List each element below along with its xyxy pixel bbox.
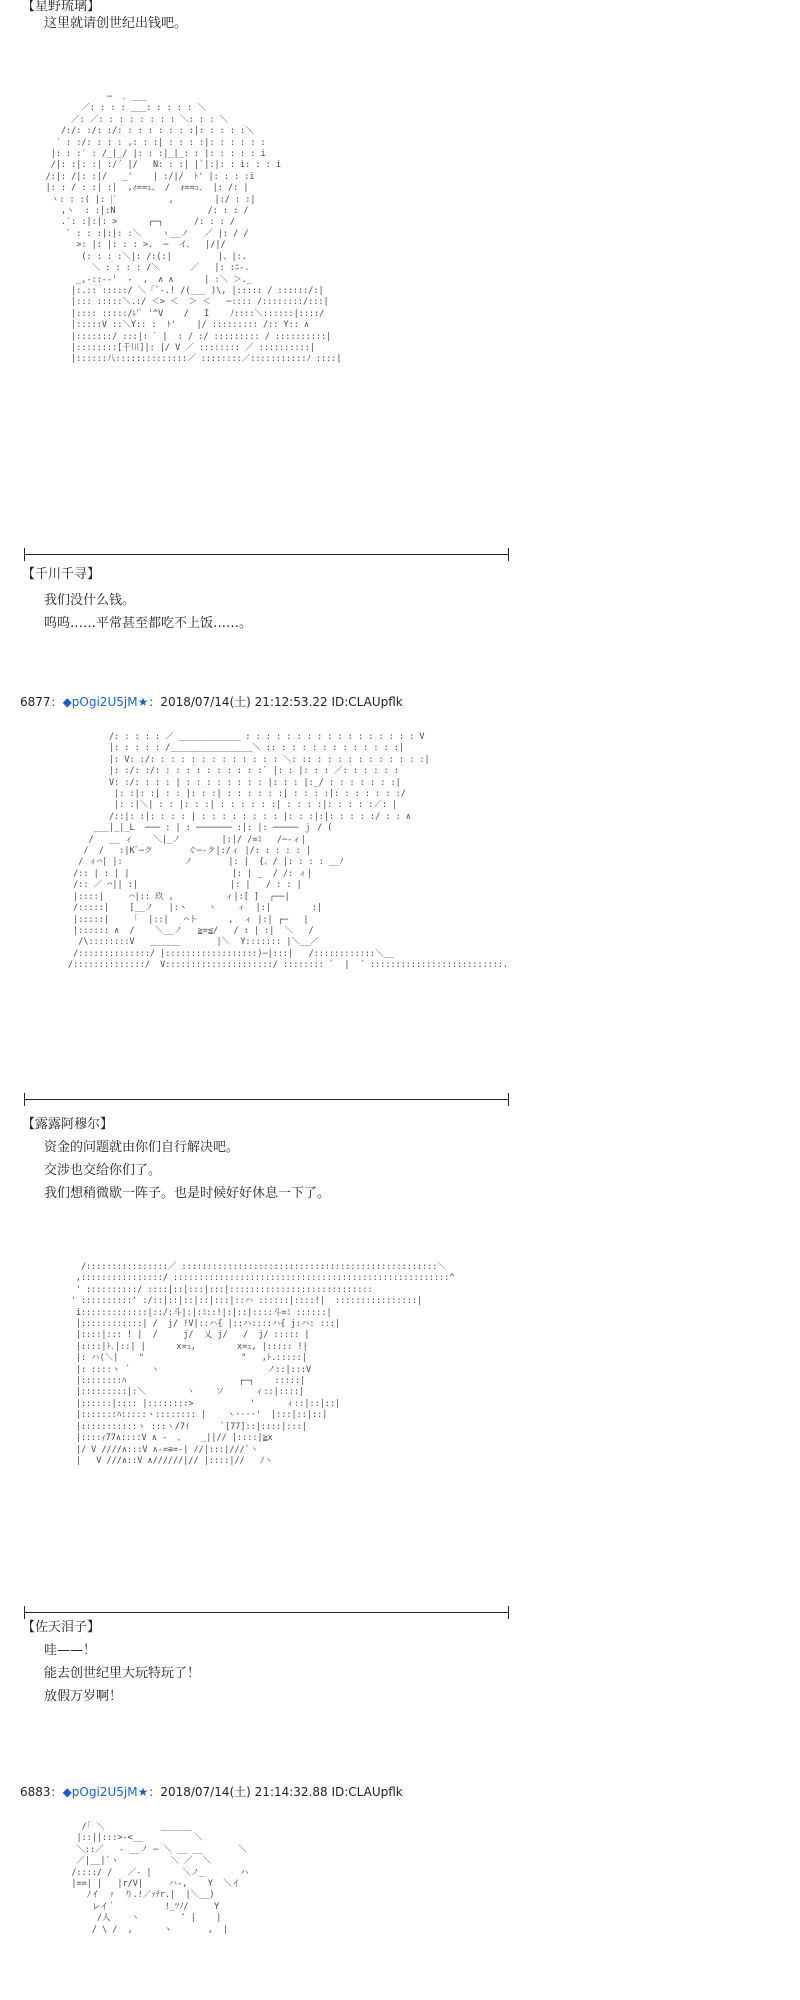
divider-tick-right: [508, 1093, 509, 1106]
trip-diamond-icon: ◆: [62, 1785, 72, 1799]
divider-tick-left: [24, 1093, 25, 1106]
star-icon: ★: [137, 1785, 149, 1799]
dialog-line: 资金的问题就由你们自行解决吧。: [44, 1140, 240, 1155]
trip-diamond-icon: ◆: [62, 695, 72, 709]
ascii-art-character: ─ ､ ___ ／: : : : ___: : : : : ＼ ／: ／: : : : : : : : ＼: : : ＼ /:/: :/: :/: : : : : : : :|: : : : :＼ ′ : :/: : : : ,: : :| : : : :|: : : : : : |: : :′ : /_|_/ |: : :|_|_: : |: : : : : i /|: :|: :| :/´ |/ N: : :| |`|:|: : i: : : i /:|: /|: :|/ _' | :/|/ ﾄ' |: : : :i |: : / : :| :| ,ｨ==ｭ、 / ｫ==ｭ、 |: /: | ヽ: : :( |: |ﾞ , |:/ : :| ,ヽ : :|:N /: : : / .′: :|:|: > ┌─┐ /: : : / ` : : :|:|: :＼ ヽ__ノ ／ |: / / >: |: |: : : >. ─ イ、 |/|/ (: : : :＼|: /:(:| |、|:. ＼ : : : : /＼ ／ |: :ﾆ-. _,-::--' - , ∧ ∧ | :＼ ＞._ |:.:: :::::/ ＼「`-.! /(___ )\, |::::: / ::::::/:| |::: :::::＼.:/ ＜> ＜ ＞ ＜ ─:::: /::::::::/:::| |:::: :::::/ﾚ'ﾞ '^V / I ﾉ::::＼::::::|::::/ |:::::V ::＼Y:: : ﾄ' |/ ::::::::: /:: Y:: ∧ |:::::::/ :::|: ﾞ | : / :/ ::::::::: / ::::::::::| |::::::::[千川]|: |/ V ／ :::::::: ／ ::::::::::| |::::::八::::::::::::::／ ::::::::／:::::::::::ﾉ ::::|: [45, 92, 342, 365]
divider-tick-right: [508, 1606, 509, 1619]
post-number[interactable]: 6877: [20, 695, 51, 709]
divider: [24, 554, 508, 555]
speaker-name: 【星野琉璃】: [22, 0, 101, 14]
post-datetime: ：2018/07/14(土) 21:14:32.88 ID:CLAUpflk: [148, 1785, 403, 1799]
dialog-line: 哇——！: [44, 1643, 97, 1658]
dialog-line: 能去创世纪里大玩特玩了！: [44, 1666, 201, 1681]
ascii-art-character: /::::::::::::::::／ ::::::::::::::::::::::::::::::::::::::::::::::::::＼ ,::::::::::::::::/ ::::::::::::::::::::::::::::::::::::::::::::::::::::::^ ' ::::::::::/ ::::|::|:::|:::|:::::::::::::::::::::::::::: ' ::::::::::' :/::|::|::|::|:::|::ハ ::::::|::::!| ::::::::::::::::| i:::::::::::::|::/:斗|:|:ﾐ::!|:|::|::::斗=ﾐ ::::::| |::::::::::::| / j/ !V|::ハ{ |::ハ::::ハ{ j:ハ: :::| |::::|::: ! | / j/ 乂 j/ / j/ ::::: | |::::|ﾄ､|::| | x=ｭ, x=ｭ, |::::: !| |: ハ(＼| " " ,ﾄ.:::::| |: ::::ヽ ` ヽ ノ::|:::V |::::::::ﾊ ┌─┐ :::::| |:::::::::|:＼ ヽ ソ ィ::|::::| |::::::|:::: |::::::::> ' ィ::|::|::| |:::::::ﾊ:::::ヽ:::::::: | ヽ····' |:::|::|::| |:::::::::::ヽ :::ヽ/7ｲ `[77]::|::::|:::| |::::ｨ77∧::::V ∧ - 、 _||// |::::|≧x |/ V ////∧:::V ∧-=≡=-| //|:::|///`ヽ | V ///∧::V ∧//////|// |::::|// ﾉヽ: [70, 1262, 455, 1466]
divider-tick-right: [508, 548, 509, 561]
speaker-name: 【千川千寻】: [22, 567, 101, 582]
divider-tick-left: [24, 548, 25, 561]
dialog-line: 我们想稍微歇一阵子。也是时候好好休息一下了。: [44, 1186, 331, 1201]
post-header: 6877：◆pOgi2U5jM★：2018/07/14(土) 21:12:53.22 ID:CLAUpflk: [20, 695, 403, 709]
tripcode: pOgi2U5jM: [71, 1785, 138, 1799]
tripcode: pOgi2U5jM: [71, 695, 138, 709]
speaker-name: 【露露阿穆尔】: [22, 1117, 114, 1132]
post-header: 6883：◆pOgi2U5jM★：2018/07/14(土) 21:14:32.88 ID:CLAUpflk: [20, 1785, 403, 1799]
dialog-line: 放假万岁啊！: [44, 1689, 123, 1704]
divider: [24, 1099, 508, 1100]
post-datetime: ：2018/07/14(土) 21:12:53.22 ID:CLAUpflk: [148, 695, 403, 709]
dialog-line: 我们没什么钱。: [44, 593, 136, 608]
star-icon: ★: [137, 695, 149, 709]
ascii-art-character: /｢ ＼ ______ |::||:::>-<__ ＼ ＼::／ ‐ __ノ ─ ＼ __ __ ＼ ／|__|`ヽ ＼ ／ ＼ /::::/ / ／- | ＼ノ_ ハ |==| | |r/V| ハ-, Y ＼イ ﾉイ ｧ り.!／ｧﾃr.| |＼__) レイ´ !_ﾂﾉ/ Y /人 ヽ ″ | | / \ / , ヽ , |: [71, 1822, 249, 1935]
dialog-line: 交涉也交给你们了。: [44, 1163, 162, 1178]
speaker-name: 【佐天泪子】: [22, 1620, 101, 1635]
dialog-line: 这里就请创世纪出钱吧。: [44, 16, 188, 31]
dialog-line: 呜呜……平常甚至都吃不上饭……。: [44, 616, 253, 631]
divider: [24, 1612, 508, 1613]
ascii-art-character: /: : : : : ／ ____________ : : : : : : : : : : : : : : : : : V |: : : : : /________________＼ :: : : : : : : : : : : : :| |: V: :/: : : : : : : : : : : : : ＼: :: : : : : : : : : : : :| |: :/: :/: : : : : : : : : : :` |: : |: : : ／: : : : : : V: :/: : : : | : : : : : : : : |: : : |:_/ : : : : : : :| |: :|: :| : : |: : :| : : : : : :| : : : :|: : : : : : :/ |: :|＼| : : |: : :| : : : : : :| : : : :|: : : : :／: | /::|: :|: : : : | : : : : : : : : |: : :|:|: : : : :/ : : ∧ ___|_|_L ─── : | : ─────── :|: |: ───── ｊ / ( / __ ィ ＼|_ノ |:|/ /=ﾐ /─-ィ| / / :|Kﾞ─ク ぐ─-ク|:/ィ |/: : : : : | / ィ⌒| |: ノ |: | {、/ |: : : : __ﾉ /:: | : | | |: | _ / /: ィ| /:: ／ ⌒|| :| |: | / : : | |::::| ⌒|:: 玖 , ィ|:[ ] ┌──| /:::::| [__ノ |:ヽ ヽ ィ |:| :| |:::::| 「 |::| ⌒ト , ィ |:| ┌─ | |:::::: ∧ / ＼__ノ ≧=≦/ / : | :| ＼ / /\::::::::V ______ |＼ Y::::::: |＼__／ /::::::::::::::/ |::::::::::::::::::)─|:::| /::::::::::::＼__ /::::::::::::::/ V:::::::::::::::::::::/ :::::::: ` | ´ ::::::::::::::::::::::::::.: [68, 732, 509, 971]
divider-tick-left: [24, 1606, 25, 1619]
post-number[interactable]: 6883: [20, 1785, 51, 1799]
